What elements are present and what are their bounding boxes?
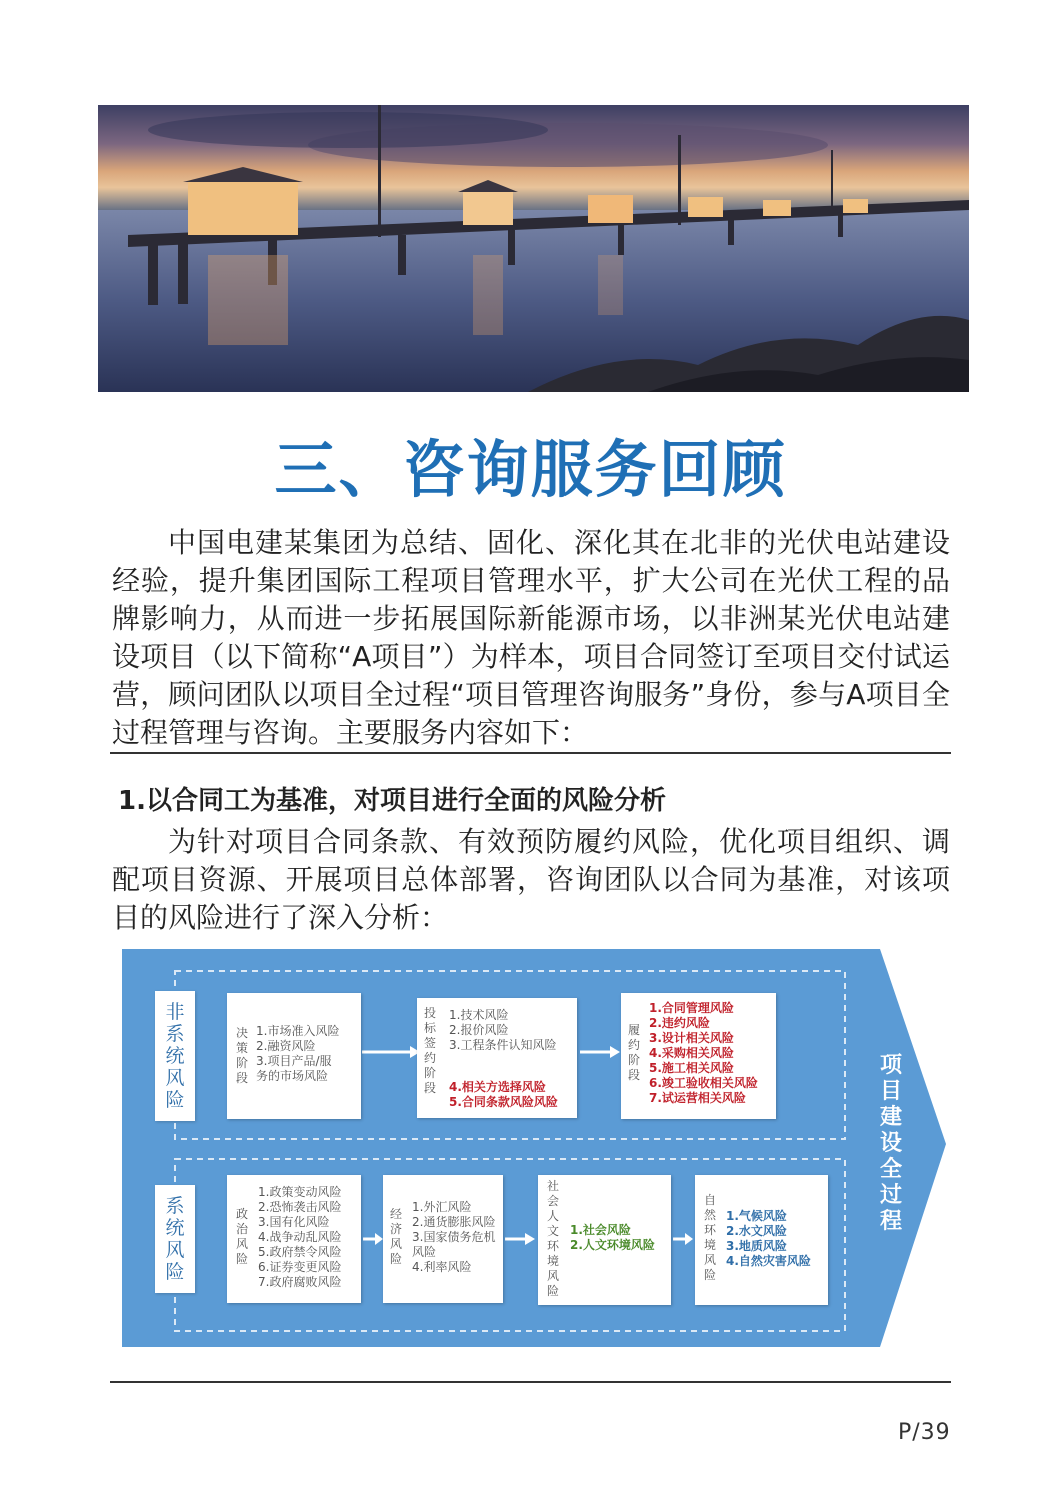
row1-label: 非系统风险 — [155, 991, 195, 1121]
list-item: 2.报价风险 — [449, 1023, 509, 1037]
list-item: 风险 — [412, 1245, 437, 1259]
stage-label: 经济风险 — [389, 1207, 402, 1266]
list-item: 1.技术风险 — [449, 1008, 509, 1022]
list-item: 3.国家债务危机 — [412, 1230, 496, 1244]
section-paragraph: 为针对项目合同条款、有效预防履约风险，优化项目组织、调配项目资源、开展项目总体部署，咨询团队以合同为基准，对该项目的风险进行了深入分析： — [112, 825, 950, 934]
performance-stage-box — [621, 993, 776, 1119]
economic-risk-box — [383, 1175, 503, 1303]
list-item: 7.试运营相关风险 — [649, 1091, 746, 1105]
divider — [110, 752, 951, 754]
list-item: 3.项目产品/服 — [256, 1054, 332, 1068]
list-item: 2.水文风险 — [726, 1224, 787, 1238]
list-item: 4.利率风险 — [412, 1260, 472, 1274]
list-item: 6.竣工验收相关风险 — [649, 1076, 758, 1090]
social-risk-box — [538, 1175, 671, 1305]
list-item: 2.通货膨胀风险 — [412, 1215, 496, 1229]
stage-label: 履约阶段 — [627, 1023, 640, 1082]
list-item: 务的市场风险 — [256, 1069, 329, 1083]
stage-label: 自然环境风险 — [703, 1193, 716, 1282]
bidding-stage-box — [417, 998, 577, 1118]
decision-stage-box — [227, 993, 361, 1119]
row2-label: 系统风险 — [155, 1185, 195, 1293]
list-item: 1.合同管理风险 — [649, 1001, 734, 1015]
stage-items-red — [449, 1080, 558, 1110]
stage-items — [256, 1024, 339, 1084]
list-item: 2.违约风险 — [649, 1016, 710, 1030]
list-item: 4.战争动乱风险 — [258, 1230, 342, 1244]
section-heading: 1.以合同工为基准，对项目进行全面的风险分析 — [118, 786, 666, 816]
list-item: 1.政策变动风险 — [258, 1185, 342, 1199]
list-item: 3.设计相关风险 — [649, 1031, 734, 1045]
stage-label: 社会人文环境风险 — [546, 1179, 559, 1298]
list-item: 1.外汇风险 — [412, 1200, 472, 1214]
list-item: 4.采购相关风险 — [649, 1046, 734, 1060]
natural-risk-box — [695, 1175, 828, 1305]
hero-photo — [98, 105, 969, 392]
list-item: 2.人文环境风险 — [570, 1238, 655, 1252]
stage-items — [258, 1185, 341, 1290]
divider — [110, 1381, 951, 1383]
stage-label: 投标签约阶段 — [423, 1006, 436, 1095]
list-item: 7.政府腐败风险 — [258, 1275, 342, 1289]
page-title: 三、咨询服务回顾 — [274, 433, 787, 506]
stage-label: 决策阶段 — [235, 1026, 248, 1085]
list-item: 4.自然灾害风险 — [726, 1254, 811, 1268]
stage-items — [412, 1200, 495, 1275]
list-item: 5.合同条款风险风险 — [449, 1095, 558, 1109]
list-item: 4.相关方选择风险 — [449, 1080, 546, 1094]
stage-items-green — [570, 1223, 655, 1253]
list-item: 1.市场准入风险 — [256, 1024, 340, 1038]
list-item: 5.施工相关风险 — [649, 1061, 734, 1075]
list-item: 1.气候风险 — [726, 1209, 787, 1223]
stage-items — [449, 1008, 556, 1053]
list-item: 2.恐怖袭击风险 — [258, 1200, 342, 1214]
stage-items-red — [649, 1001, 758, 1106]
list-item: 3.地质风险 — [726, 1239, 787, 1253]
stage-items — [726, 1209, 811, 1269]
list-item: 1.社会风险 — [570, 1223, 631, 1237]
stage-label: 政治风险 — [235, 1207, 248, 1266]
process-label: 项目建设全过程 — [879, 1053, 902, 1234]
risk-diagram — [120, 949, 948, 1349]
intro-paragraph: 中国电建某集团为总结、固化、深化其在北非的光伏电站建设经验，提升集团国际工程项目管理水平，扩大公司在光伏工程的品牌影响力，从而进一步拓展国际新能源市场，以非洲某光伏电站建设项目（以下简称“A项目”）为样本，项目合同签订至项目交付试运营，顾问团队以项目全过程“项目管理咨询服务”身份，参与A项目全过程管理与咨询。主要服务内容如下： — [112, 526, 950, 749]
page-number: P/39 — [898, 1420, 951, 1445]
list-item: 5.政府禁令风险 — [258, 1245, 342, 1259]
list-item: 6.证券变更风险 — [258, 1260, 342, 1274]
list-item: 3.工程条件认知风险 — [449, 1038, 557, 1052]
list-item: 3.国有化风险 — [258, 1215, 330, 1229]
list-item: 2.融资风险 — [256, 1039, 316, 1053]
political-risk-box — [227, 1175, 361, 1303]
